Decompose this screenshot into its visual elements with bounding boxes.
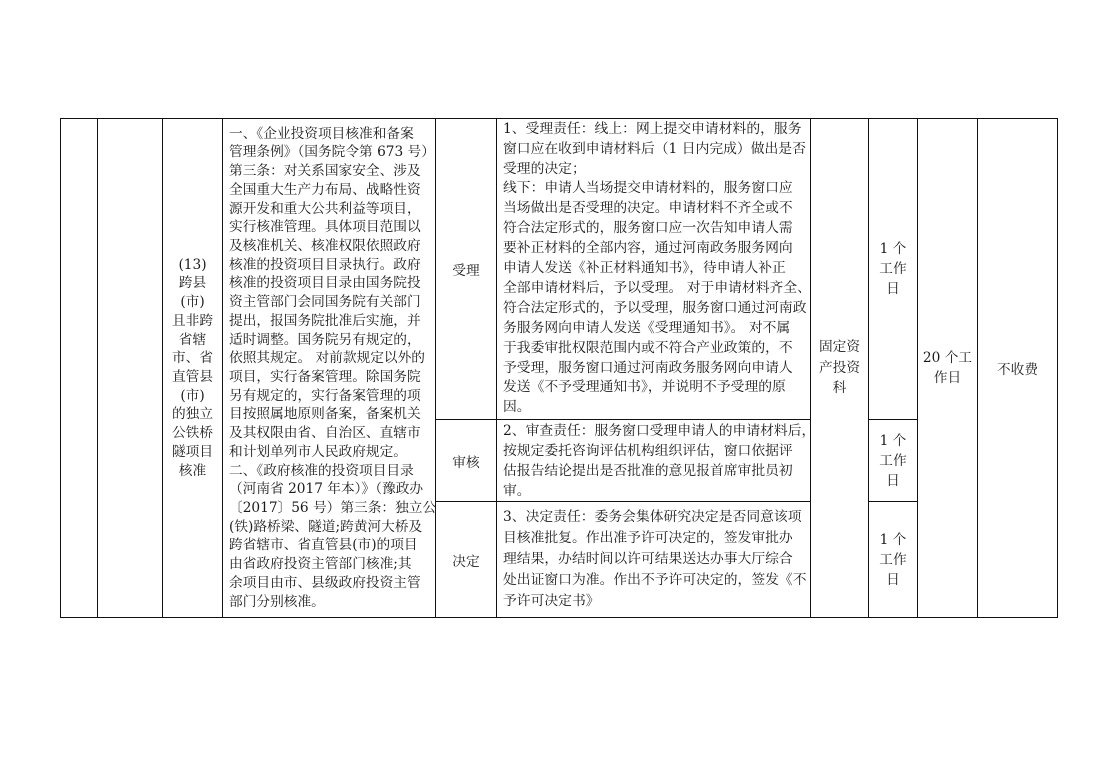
item-name-line: (13) (178, 256, 207, 273)
responsibility-line: 受理的决定； (503, 160, 586, 177)
item-name-line: 省辖 (178, 331, 207, 348)
responsibility-line: 理结果，办结时间以许可结果送达办事大厅综合 (503, 551, 793, 567)
legal-basis-line: 全国重大生产力布局、战略性资 (229, 181, 421, 198)
legal-basis-line: 一、《企业投资项目核准和备案 (229, 125, 414, 142)
legal-basis-line: 源开发和重大公共利益等项目， (229, 200, 421, 217)
item-name-line: 公铁桥 (171, 425, 214, 442)
stage-time-line: 工作 (879, 551, 907, 568)
legal-basis-line: 核准的投资项目目录执行。政府 (229, 256, 421, 273)
legal-basis-line: 〔2017〕56 号）第三条：独立公 (229, 500, 437, 517)
responsibility-line: 线下：申请人当场提交申请材料的，服务窗口应 (503, 180, 793, 197)
stage-label-cell (435, 419, 497, 502)
legal-basis-line: 核准的投资项目目录由国务院投 (229, 275, 421, 292)
responsibility-line: 2、审查责任：服务窗口受理申请人的申请材料后， (503, 422, 816, 439)
stage-time-line: 日 (886, 472, 900, 489)
legal-basis-line: 依照其规定。 对前款规定以外的 (229, 350, 425, 367)
legal-basis-line: 和计划单列市人民政府规定。 (229, 443, 407, 460)
responsibility-line: 因。 (503, 399, 531, 416)
stage-label: 审核 (452, 454, 480, 471)
legal-basis-line: 项目，实行备案管理。除国务院 (229, 369, 421, 385)
stage-time-cell (868, 118, 918, 420)
blank-cell-category (97, 118, 163, 618)
legal-basis-line: （河南省 2017 年本）》（豫政办 (229, 481, 424, 498)
item-name-line: 且非跨 (171, 312, 214, 329)
item-name-line: 直管县 (171, 369, 214, 385)
stage-label: 受理 (452, 263, 480, 279)
responsibility-line: 要补正材料的全部内容，通过河南政务服务网向 (503, 240, 793, 257)
item-name-line: 核准 (178, 462, 207, 479)
responsibility-line: 务服务网向申请人发送《受理通知书》。 对不属 (503, 319, 791, 336)
stage-time-line: 1 个 (879, 531, 907, 548)
fee-label: 不收费 (996, 362, 1039, 378)
responsibility-line: 符合法定形式的，予以受理，服务窗口通过河南政 (503, 299, 807, 316)
legal-basis-line: 资主管部门会同国务院有关部门 (229, 294, 421, 311)
responsibility-line: 目核准批复。作出准予许可决定的，签发审批办 (503, 530, 793, 546)
legal-basis-line: 目按照属地原则备案，备案机关 (229, 406, 421, 423)
legal-basis-line: 第三条：对关系国家安全、涉及 (229, 163, 421, 180)
department-line: 固定资 (818, 339, 861, 356)
item-name-line: 跨县 (178, 275, 207, 292)
responsibility-line: 予许可决定书》 (503, 593, 600, 609)
legal-basis-cell (222, 118, 436, 618)
blank-cell-serial (60, 118, 98, 618)
legal-basis-line: 由省政府投资主管部门核准;其 (229, 556, 412, 573)
responsibility-line: 3、决定责任：委务会集体研究决定是否同意该项 (503, 509, 802, 525)
responsibility-line: 发送《不予受理通知书》，并说明不予受理的原 (503, 379, 786, 396)
fee-cell (977, 118, 1058, 618)
legal-basis-line: 提出，报国务院批准后实施，并 (229, 312, 421, 329)
responsibility-line: 1、受理责任：线上：网上提交申请材料的，服务 (503, 120, 802, 137)
department-line: 产投资 (818, 359, 861, 376)
item-name-line: (市) (180, 294, 205, 311)
item-name-line: 的独立 (171, 406, 214, 423)
responsibility-line: 申请人发送《补正材料通知书》，待申请人补正 (503, 260, 786, 277)
legal-basis-line: 管理条例》（国务院令第 673 号） (229, 144, 435, 161)
legal-basis-line: 及其权限由省、自治区、直辖市 (229, 425, 421, 442)
stage-time-line: 工作 (879, 452, 907, 469)
total-time-line: 作日 (933, 370, 962, 386)
stage-time-cell (868, 419, 918, 502)
stage-label: 决定 (452, 553, 480, 570)
stage-label-cell (435, 501, 497, 618)
responsibility-cell (496, 118, 811, 420)
total-time-cell (917, 118, 978, 618)
responsibility-line: 符合法定形式的，服务窗口应一次告知申请人需 (503, 220, 793, 237)
total-time-line: 20 个工 (922, 350, 973, 366)
responsibility-line: 予受理，服务窗口通过河南政务服务网向申请人 (503, 359, 793, 376)
legal-basis-line: 另有规定的，实行备案管理的项 (229, 387, 421, 404)
legal-basis-line: 余项目由市、县级政府投资主管 (229, 574, 421, 591)
responsibility-cell (496, 501, 811, 618)
legal-basis-line: 二、《政府核准的投资项目目录 (229, 462, 414, 479)
department-line: 科 (832, 380, 847, 397)
legal-basis-line: 部门分别核准。 (229, 593, 325, 610)
stage-time-line: 日 (886, 281, 900, 297)
stage-time-line: 工作 (879, 261, 907, 277)
responsibility-line: 于我委审批权限范围内或不符合产业政策的，不 (503, 339, 793, 356)
responsibility-line: 按规定委托咨询评估机构组织评估，窗口依据评 (503, 442, 793, 459)
responsibility-line: 估报告结论提出是否批准的意见报首席审批员初 (503, 462, 793, 479)
department-cell (810, 118, 869, 618)
stage-time-line: 1 个 (879, 241, 907, 257)
legal-basis-line: 适时调整。国务院另有规定的， (229, 331, 421, 348)
item-name-line: 隧项目 (171, 443, 214, 460)
item-name-line: (市) (180, 387, 205, 404)
stage-time-line: 日 (886, 571, 900, 588)
item-name-line: 市、省 (171, 350, 214, 367)
stage-time-cell (868, 501, 918, 618)
legal-basis-line: 及核准机关、核准权限依照政府 (229, 237, 421, 254)
responsibility-line: 审。 (503, 482, 531, 499)
responsibility-line: 当场做出是否受理的决定。申请材料不齐全或不 (503, 200, 793, 217)
legal-basis-line: 实行核准管理。具体项目范围以 (229, 219, 421, 236)
legal-basis-line: 跨省辖市、省直管县(市)的项目 (229, 537, 418, 554)
responsibility-line: 全部申请材料后，予以受理。 对于申请材料齐全、 (503, 279, 811, 296)
stage-label-cell (435, 118, 497, 420)
item-name-cell (162, 118, 223, 618)
responsibility-cell (496, 419, 816, 502)
stage-time-line: 1 个 (879, 432, 907, 449)
responsibility-line: 窗口应在收到申请材料后（1 日内完成）做出是否 (503, 140, 806, 157)
responsibility-line: 处出证窗口为准。作出不予许可决定的，签发《不 (503, 572, 807, 588)
legal-basis-line: (铁)路桥梁、隧道;跨黄河大桥及 (229, 518, 423, 535)
